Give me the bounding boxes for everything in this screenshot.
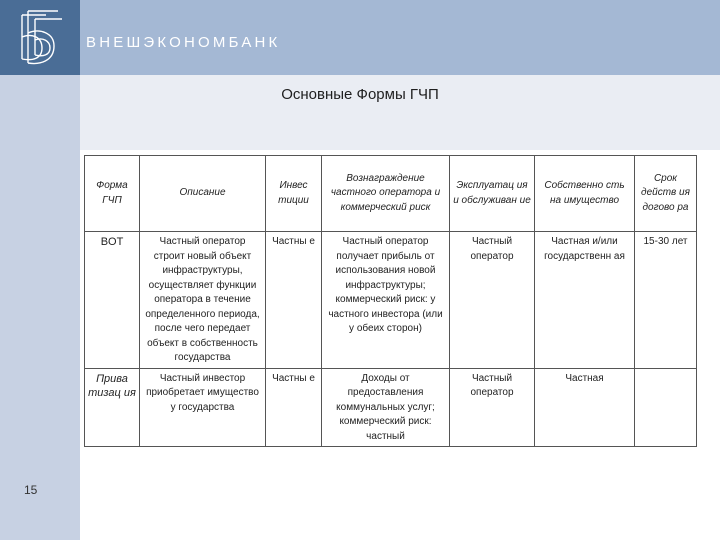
logo [0,0,80,75]
table-row [85,368,697,447]
cell-ownership: Частная и/или государственн ая [535,232,635,369]
cell-description: Частный инвестор приобретает имущество у государства [140,368,266,447]
cell-operation: Частный оператор [450,232,535,369]
header-remuneration-risk: Вознаграждение частного оператора и коммерческий риск [322,156,450,232]
cell-form: Прива тизац ия [85,368,140,447]
header-term: Срок действ ия догово ра [635,156,697,232]
brand-name: ВНЕШЭКОНОМБАНК [86,34,281,51]
header-operation: Эксплуатац ия и обслуживан ие [450,156,535,232]
header-investments: Инвес тиции [266,156,322,232]
cell-term [635,368,697,447]
cell-description: Частный оператор строит новый объект инфраструктуры, осуществляет функции оператора в течение определенного периода, после чего передает объект в собственность государства [140,232,266,369]
header-form: Форма ГЧП [85,156,140,232]
cell-remuneration-risk: Доходы от предоставления коммунальных услуг; коммерческий риск: частный [322,368,450,447]
cell-operation: Частный оператор [450,368,535,447]
table-row [85,232,697,369]
header-ownership: Собственно сть на имущество [535,156,635,232]
veb-monogram-icon [18,9,64,67]
cell-ownership: Частная [535,368,635,447]
header-description: Описание [140,156,266,232]
cell-form: BOT [85,232,140,369]
cell-remuneration-risk: Частный оператор получает прибыль от использования новой инфраструктуры; коммерческий риск: у частного инвестора (или у обеих сторон) [322,232,450,369]
ppp-forms-table [84,155,697,447]
cell-term: 15-30 лет [635,232,697,369]
cell-investments: Частны е [266,368,322,447]
table-header-row [85,156,697,232]
slide-title: Основные Формы ГЧП [281,86,439,103]
page-number: 15 [24,483,38,497]
cell-investments: Частны е [266,232,322,369]
left-sidebar-band [0,75,80,540]
